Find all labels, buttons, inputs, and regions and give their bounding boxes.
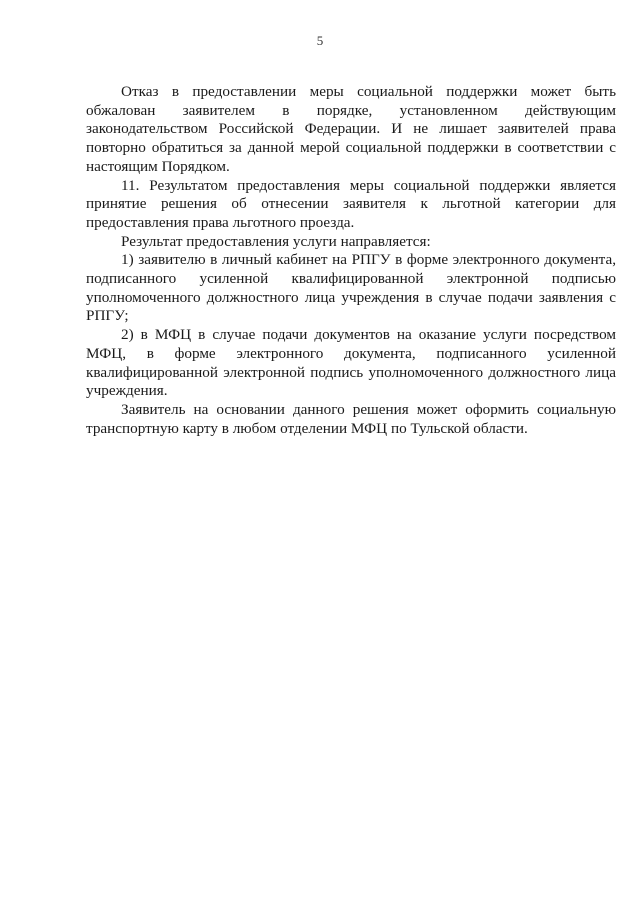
- paragraph-item-2: 2) в МФЦ в случае подачи документов на оказание услуги посредством МФЦ, в форме электронного документа, подписанного усиленной квалифицированной электронной подпись уполномоченного должностного лица учреждения.: [86, 326, 616, 400]
- document-body: [86, 83, 616, 438]
- paragraph-result-11: 11. Результатом предоставления меры социальной поддержки является принятие решения об отнесении заявителя к льготной категории для предоставления права льготного проезда.: [86, 176, 616, 231]
- paragraph-result-sent: Результат предоставления услуги направляется:: [121, 232, 431, 250]
- page-number: 5: [316, 33, 324, 48]
- paragraph-transport-card: Заявитель на основании данного решения может оформить социальную транспортную карту в любом отделении МФЦ по Тульской области.: [86, 400, 616, 437]
- paragraph-appeal-refusal: Отказ в предоставлении меры социальной поддержки может быть обжалован заявителем в порядке, установленном действующим законодательством Российской Федерации. И не лишает заявителей права повторно обратиться за данной мерой социальной поддержки в соответствии с настоящим Порядком.: [86, 83, 616, 175]
- paragraph-item-1: 1) заявителю в личный кабинет на РПГУ в форме электронного документа, подписанного усиленной квалифицированной электронной подписью уполномоченного должностного лица учреждения в случае подачи заявления с РПГУ;: [86, 251, 616, 325]
